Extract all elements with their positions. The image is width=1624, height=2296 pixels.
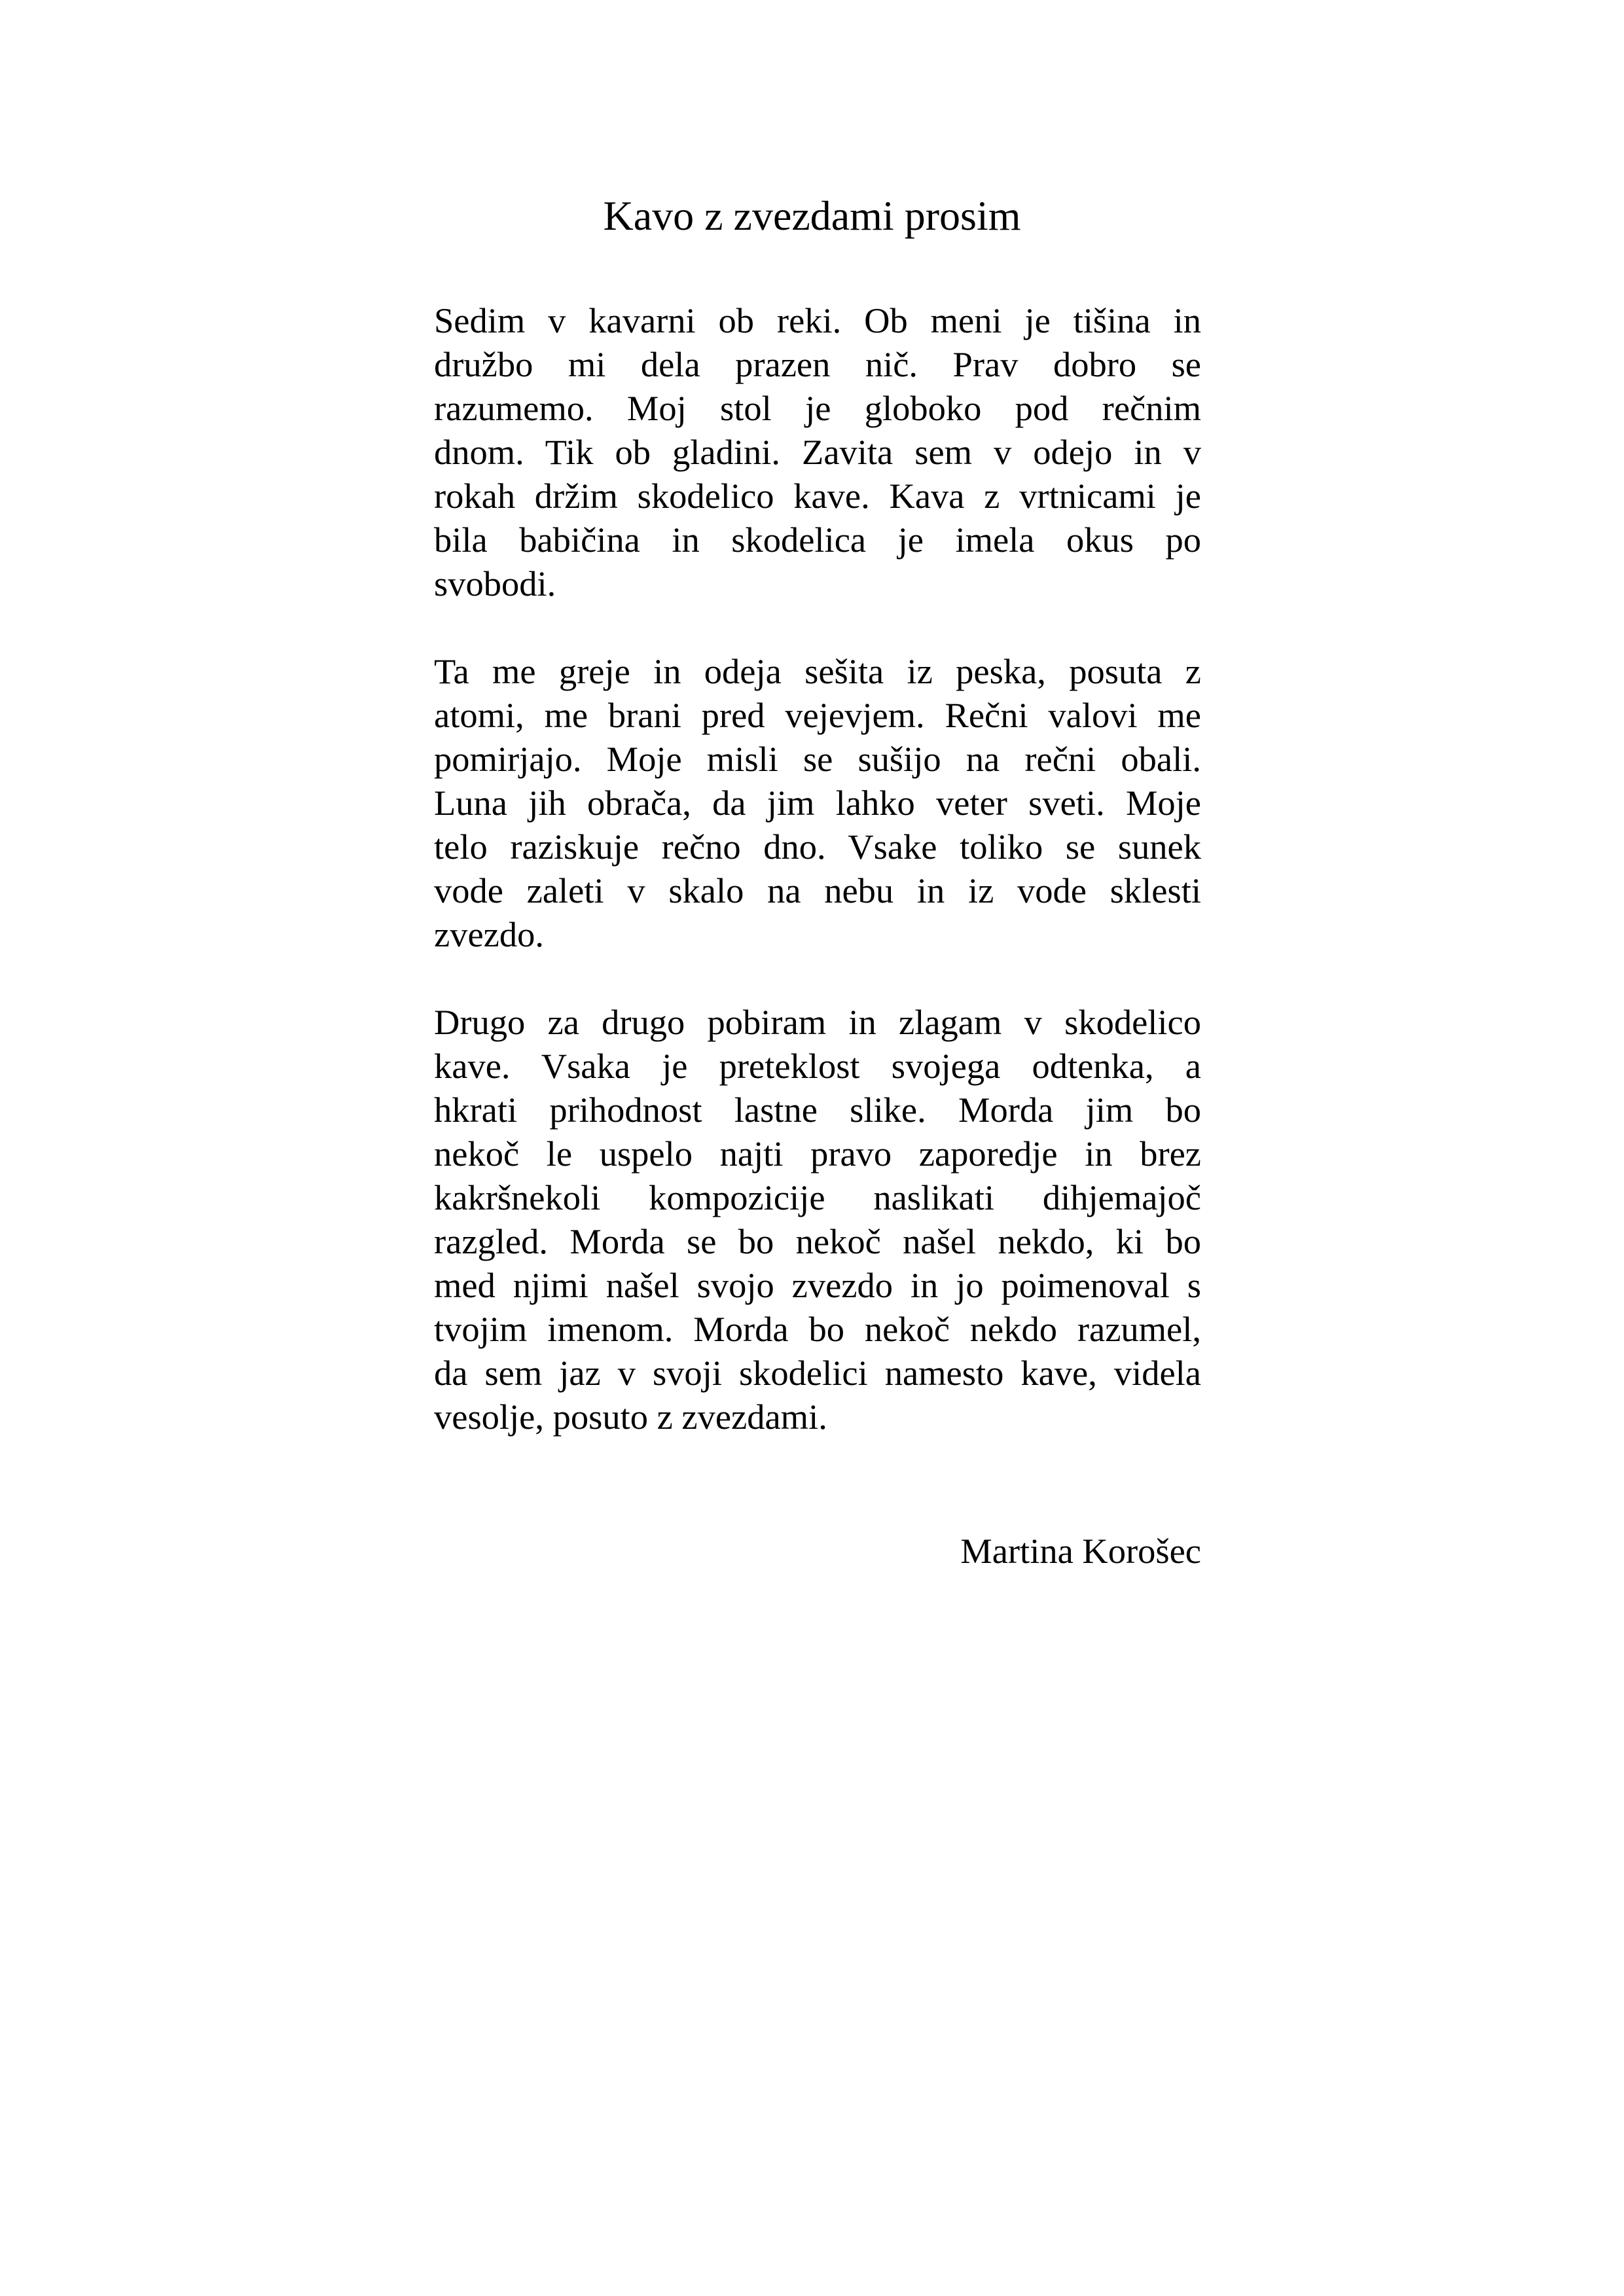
- text-line: družbo mi dela prazen nič. Prav dobro se: [434, 344, 1201, 384]
- text-line: zvezdo.: [434, 914, 544, 954]
- text-line: vode zaleti v skalo na nebu in iz vode sklesti: [434, 870, 1201, 910]
- text-line: med njimi našel svojo zvezdo in jo poimenoval s: [434, 1265, 1201, 1305]
- text-line: razumemo. Moj stol je globoko pod rečnim: [434, 388, 1201, 428]
- text-line: kakršnekoli kompozicije naslikati dihjemajoč: [434, 1177, 1201, 1217]
- text-line: Drugo za drugo pobiram in zlagam v skodelico: [434, 1002, 1201, 1042]
- document-title: Kavo z zvezdami prosim: [603, 192, 1021, 239]
- text-line: telo raziskuje rečno dno. Vsake toliko se sunek: [434, 827, 1201, 867]
- text-line: Sedim v kavarni ob reki. Ob meni je tišina in: [434, 300, 1201, 340]
- text-line: tvojim imenom. Morda bo nekoč nekdo razumel,: [434, 1309, 1201, 1349]
- text-line: da sem jaz v svoji skodelici namesto kave, videla: [434, 1353, 1201, 1393]
- text-line: pomirjajo. Moje misli se sušijo na rečni obali.: [434, 739, 1201, 779]
- document-body: [434, 298, 1201, 1482]
- paragraph-2: [434, 649, 1201, 956]
- text-line: razgled. Morda se bo nekoč našel nekdo, ki bo: [434, 1221, 1201, 1261]
- text-line: rokah držim skodelico kave. Kava z vrtnicami je: [434, 476, 1201, 516]
- text-line: svobodi.: [434, 564, 556, 603]
- text-line: Luna jih obrača, da jim lahko veter sveti. Moje: [434, 783, 1201, 823]
- text-line: vesolje, posuto z zvezdami.: [434, 1397, 827, 1437]
- paragraph-3: [434, 1000, 1201, 1439]
- text-line: Ta me greje in odeja sešita iz peska, posuta z: [434, 651, 1201, 691]
- text-line: kave. Vsaka je preteklost svojega odtenka, a: [434, 1046, 1201, 1086]
- text-line: atomi, me brani pred vejevjem. Rečni valovi me: [434, 695, 1201, 735]
- text-line: dnom. Tik ob gladini. Zavita sem v odejo in v: [434, 432, 1201, 472]
- text-line: nekoč le uspelo najti pravo zaporedje in brez: [434, 1134, 1201, 1174]
- author-name: Martina Korošec: [960, 1531, 1201, 1571]
- paragraph-1: [434, 298, 1201, 605]
- text-line: hkrati prihodnost lastne slike. Morda jim bo: [434, 1090, 1201, 1130]
- text-line: bila babičina in skodelica je imela okus po: [434, 520, 1201, 560]
